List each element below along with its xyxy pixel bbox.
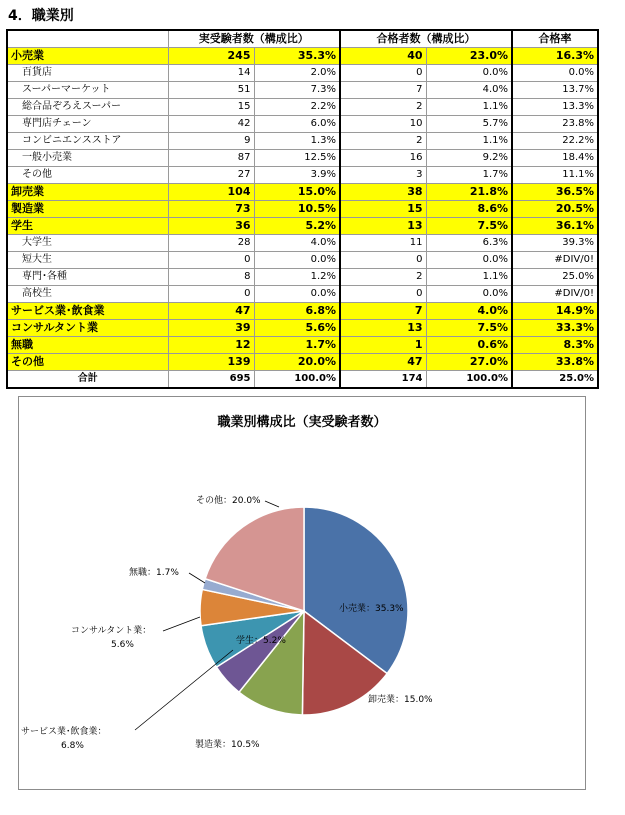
passer-share: 1.1% [426,269,512,286]
passer-count: 0 [340,252,426,269]
passer-share: 6.3% [426,235,512,252]
chart-title: 職業別構成比（実受験者数） [217,415,387,430]
examinee-count: 28 [168,235,254,252]
examinee-count: 695 [168,371,254,389]
examinee-count: 39 [168,320,254,337]
examinee-share: 5.6% [254,320,340,337]
examinee-count: 104 [168,184,254,201]
row-label: 卸売業 [7,184,168,201]
examinee-count: 9 [168,133,254,150]
table-row [7,65,598,82]
header-category [7,30,168,48]
row-label: 百貨店 [7,65,168,82]
table-row [7,133,598,150]
table-row [7,354,598,371]
table-row [7,252,598,269]
header-pass-rate: 合格率 [512,30,598,48]
passer-share: 4.0% [426,82,512,99]
examinee-count: 15 [168,99,254,116]
pass-rate: 18.4% [512,150,598,167]
pass-rate: 23.8% [512,116,598,133]
table-row [7,184,598,201]
passer-count: 2 [340,269,426,286]
examinee-share: 6.0% [254,116,340,133]
examinee-count: 8 [168,269,254,286]
pass-rate: 36.1% [512,218,598,235]
section-title: 4．職業別 [8,8,74,24]
passer-count: 1 [340,337,426,354]
pass-rate: 33.8% [512,354,598,371]
pass-rate: 11.1% [512,167,598,184]
row-label: スーパーマーケット [7,82,168,99]
examinee-count: 14 [168,65,254,82]
row-label: 小売業 [7,48,168,65]
leader-line [265,501,279,507]
passer-count: 38 [340,184,426,201]
row-label: 一般小売業 [7,150,168,167]
slice-label: 製造業：10.5% [195,740,260,750]
passer-count: 13 [340,320,426,337]
table-row [7,48,598,65]
slice-label: 卸売業：15.0% [368,695,433,705]
passer-count: 47 [340,354,426,371]
examinee-count: 51 [168,82,254,99]
examinee-share: 12.5% [254,150,340,167]
pass-rate: #DIV/0! [512,286,598,303]
passer-share: 7.5% [426,320,512,337]
examinee-count: 42 [168,116,254,133]
passer-share: 9.2% [426,150,512,167]
examinee-share: 3.9% [254,167,340,184]
passer-share: 100.0% [426,371,512,389]
row-label: その他 [7,354,168,371]
row-label: サービス業･飲食業 [7,303,168,320]
passer-share: 1.1% [426,133,512,150]
examinee-share: 0.0% [254,286,340,303]
row-label: 製造業 [7,201,168,218]
table-row [7,303,598,320]
passer-share: 1.7% [426,167,512,184]
examinee-count: 36 [168,218,254,235]
examinee-count: 73 [168,201,254,218]
table-row [7,116,598,133]
passer-count: 7 [340,303,426,320]
examinee-share: 2.0% [254,65,340,82]
pass-rate: 13.7% [512,82,598,99]
pass-rate: 0.0% [512,65,598,82]
passer-count: 15 [340,201,426,218]
slice-label: 無職：1.7% [129,568,179,578]
passer-count: 13 [340,218,426,235]
passer-share: 4.0% [426,303,512,320]
table-row [7,269,598,286]
examinee-share: 1.7% [254,337,340,354]
passer-share: 0.0% [426,252,512,269]
passer-share: 7.5% [426,218,512,235]
passer-count: 16 [340,150,426,167]
passer-count: 7 [340,82,426,99]
passer-share: 23.0% [426,48,512,65]
pie-chart-panel [18,396,586,790]
examinee-share: 20.0% [254,354,340,371]
table-row [7,99,598,116]
row-label: その他 [7,167,168,184]
examinee-share: 5.2% [254,218,340,235]
table-row [7,371,598,389]
slice-label: コンサルタント業： 5.6% [71,626,152,650]
passer-share: 0.0% [426,286,512,303]
examinee-share: 1.2% [254,269,340,286]
table-row [7,320,598,337]
pass-rate: 36.5% [512,184,598,201]
slice-label: 小売業：35.3% [339,604,404,614]
examinee-share: 6.8% [254,303,340,320]
examinee-count: 87 [168,150,254,167]
examinee-share: 10.5% [254,201,340,218]
row-label: 専門･各種 [7,269,168,286]
row-label: 大学生 [7,235,168,252]
table-row [7,235,598,252]
table-row [7,82,598,99]
examinee-share: 0.0% [254,252,340,269]
row-label: コンビニエンスストア [7,133,168,150]
passer-share: 0.0% [426,65,512,82]
passer-count: 11 [340,235,426,252]
pass-rate: 14.9% [512,303,598,320]
examinee-count: 27 [168,167,254,184]
passer-share: 0.6% [426,337,512,354]
passer-count: 0 [340,65,426,82]
passer-share: 8.6% [426,201,512,218]
examinee-share: 100.0% [254,371,340,389]
slice-label: その他：20.0% [196,496,261,506]
examinee-count: 139 [168,354,254,371]
slice-label: 学生：5.2% [236,636,286,646]
passer-count: 40 [340,48,426,65]
row-label: 専門店チェーン [7,116,168,133]
row-label: 合計 [7,371,168,389]
passer-share: 21.8% [426,184,512,201]
pie-chart [19,397,585,789]
passer-share: 27.0% [426,354,512,371]
table-row [7,201,598,218]
row-label: 短大生 [7,252,168,269]
passer-count: 10 [340,116,426,133]
examinee-count: 47 [168,303,254,320]
examinee-count: 0 [168,252,254,269]
pass-rate: 25.0% [512,269,598,286]
passer-share: 1.1% [426,99,512,116]
examinee-count: 0 [168,286,254,303]
slice-label: サービス業･飲食業： 6.8% [21,727,107,751]
table-row [7,218,598,235]
examinee-share: 1.3% [254,133,340,150]
passer-count: 2 [340,133,426,150]
pass-rate: 22.2% [512,133,598,150]
examinee-share: 4.0% [254,235,340,252]
pass-rate: #DIV/0! [512,252,598,269]
examinee-share: 15.0% [254,184,340,201]
row-label: コンサルタント業 [7,320,168,337]
table-row [7,167,598,184]
pass-rate: 20.5% [512,201,598,218]
table-row [7,150,598,167]
table-row [7,337,598,354]
header-passers: 合格者数（構成比） [340,30,512,48]
examinee-share: 35.3% [254,48,340,65]
table-header-row [7,30,598,48]
pass-rate: 33.3% [512,320,598,337]
pass-rate: 25.0% [512,371,598,389]
examinee-count: 245 [168,48,254,65]
leader-line [163,617,200,631]
passer-count: 0 [340,286,426,303]
pass-rate: 13.3% [512,99,598,116]
row-label: 学生 [7,218,168,235]
leader-line [189,573,205,583]
passer-count: 3 [340,167,426,184]
row-label: 総合品ぞろえスーパー [7,99,168,116]
examinee-count: 12 [168,337,254,354]
row-label: 高校生 [7,286,168,303]
occupation-table [6,29,599,389]
examinee-share: 2.2% [254,99,340,116]
pass-rate: 8.3% [512,337,598,354]
row-label: 無職 [7,337,168,354]
passer-count: 174 [340,371,426,389]
pass-rate: 16.3% [512,48,598,65]
table-row [7,286,598,303]
leader-line [135,650,233,730]
pass-rate: 39.3% [512,235,598,252]
passer-count: 2 [340,99,426,116]
passer-share: 5.7% [426,116,512,133]
examinee-share: 7.3% [254,82,340,99]
header-examinees: 実受験者数（構成比） [168,30,340,48]
